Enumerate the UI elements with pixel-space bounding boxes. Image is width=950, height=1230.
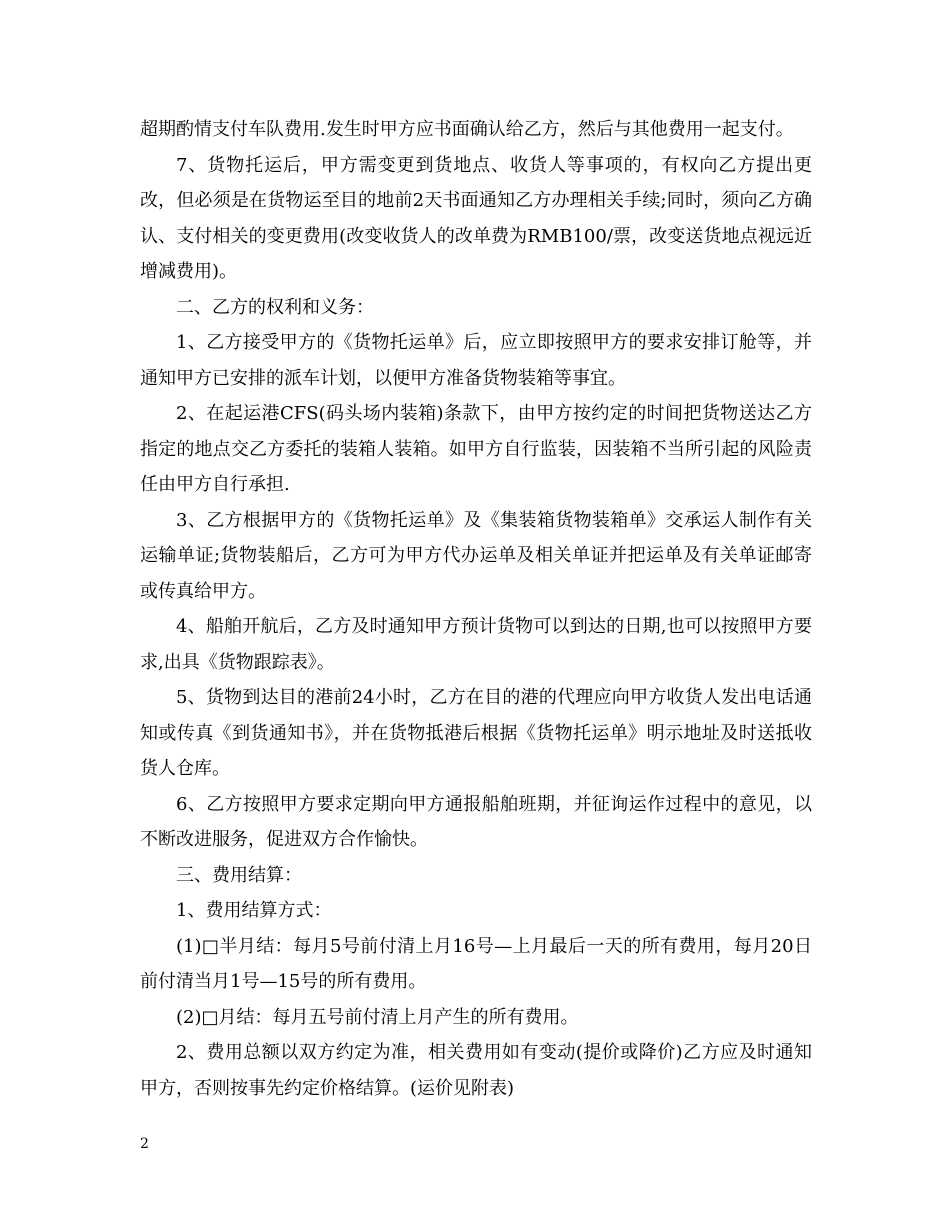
section-heading-party-b-rights: 二、乙方的权利和义务： (176, 296, 374, 318)
paragraph-settlement-method: 1、费用结算方式： (176, 900, 332, 921)
page-number: 2 (140, 1136, 149, 1152)
section-heading-settlement: 三、费用结算： (176, 864, 302, 886)
paragraph-b-clause-6: 6、乙方按照甲方要求定期向甲方通报船舶班期，并征询运作过程中的意见，以不断改进服务，促进双方合作愉快。 (140, 793, 812, 850)
paragraph-clause-7: 7、货物托运后，甲方需变更到货地点、收货人等事项的，有权向乙方提出更改，但必须是在货物运至目的地前2天书面通知乙方办理相关手续;同时，须向乙方确认、支付相关的变更费用(改变收货人的改单费为RMB100/票，改变送货地点视远近增减费用)。 (140, 154, 812, 282)
paragraph-b-clause-4: 4、船舶开航后，乙方及时通知甲方预计货物可以到达的日期,也可以按照甲方要求,出具《货物跟踪表》。 (140, 616, 812, 673)
paragraph-b-clause-5: 5、货物到达目的港前24小时，乙方在目的港的代理应向甲方收货人发出电话通知或传真《到货通知书》，并在货物抵港后根据《货物托运单》明示地址及时送抵收货人仓库。 (140, 687, 812, 779)
document-body (140, 112, 812, 1106)
paragraph-settlement-half-month: (1)□半月结：每月5号前付清上月16号—上月最后一天的所有费用，每月20日前付清当月1号—15号的所有费用。 (140, 935, 812, 992)
paragraph-b-clause-1: 1、乙方接受甲方的《货物托运单》后，应立即按照甲方的要求安排订舱等，并通知甲方已安排的派车计划，以便甲方准备货物装箱等事宜。 (140, 332, 812, 389)
paragraph-settlement-month: (2)□月结：每月五号前付清上月产生的所有费用。 (176, 1006, 579, 1028)
paragraph-b-clause-3: 3、乙方根据甲方的《货物托运单》及《集装箱货物装箱单》交承运人制作有关运输单证;货物装船后，乙方可为甲方代办运单及相关单证并把运单及有关单证邮寄或传真给甲方。 (140, 509, 812, 602)
paragraph-continuation: 超期酌情支付车队费用.发生时甲方应书面确认给乙方，然后与其他费用一起支付。 (140, 119, 794, 140)
paragraph-b-clause-2: 2、在起运港CFS(码头场内装箱)条款下，由甲方按约定的时间把货物送达乙方指定的地点交乙方委托的装箱人装箱。如甲方自行监装，因装箱不当所引起的风险责任由甲方自行承担. (140, 403, 812, 495)
paragraph-settlement-total: 2、费用总额以双方约定为准，相关费用如有变动(提价或降价)乙方应及时通知甲方，否则按事先约定价格结算。(运价见附表) (140, 1042, 812, 1099)
